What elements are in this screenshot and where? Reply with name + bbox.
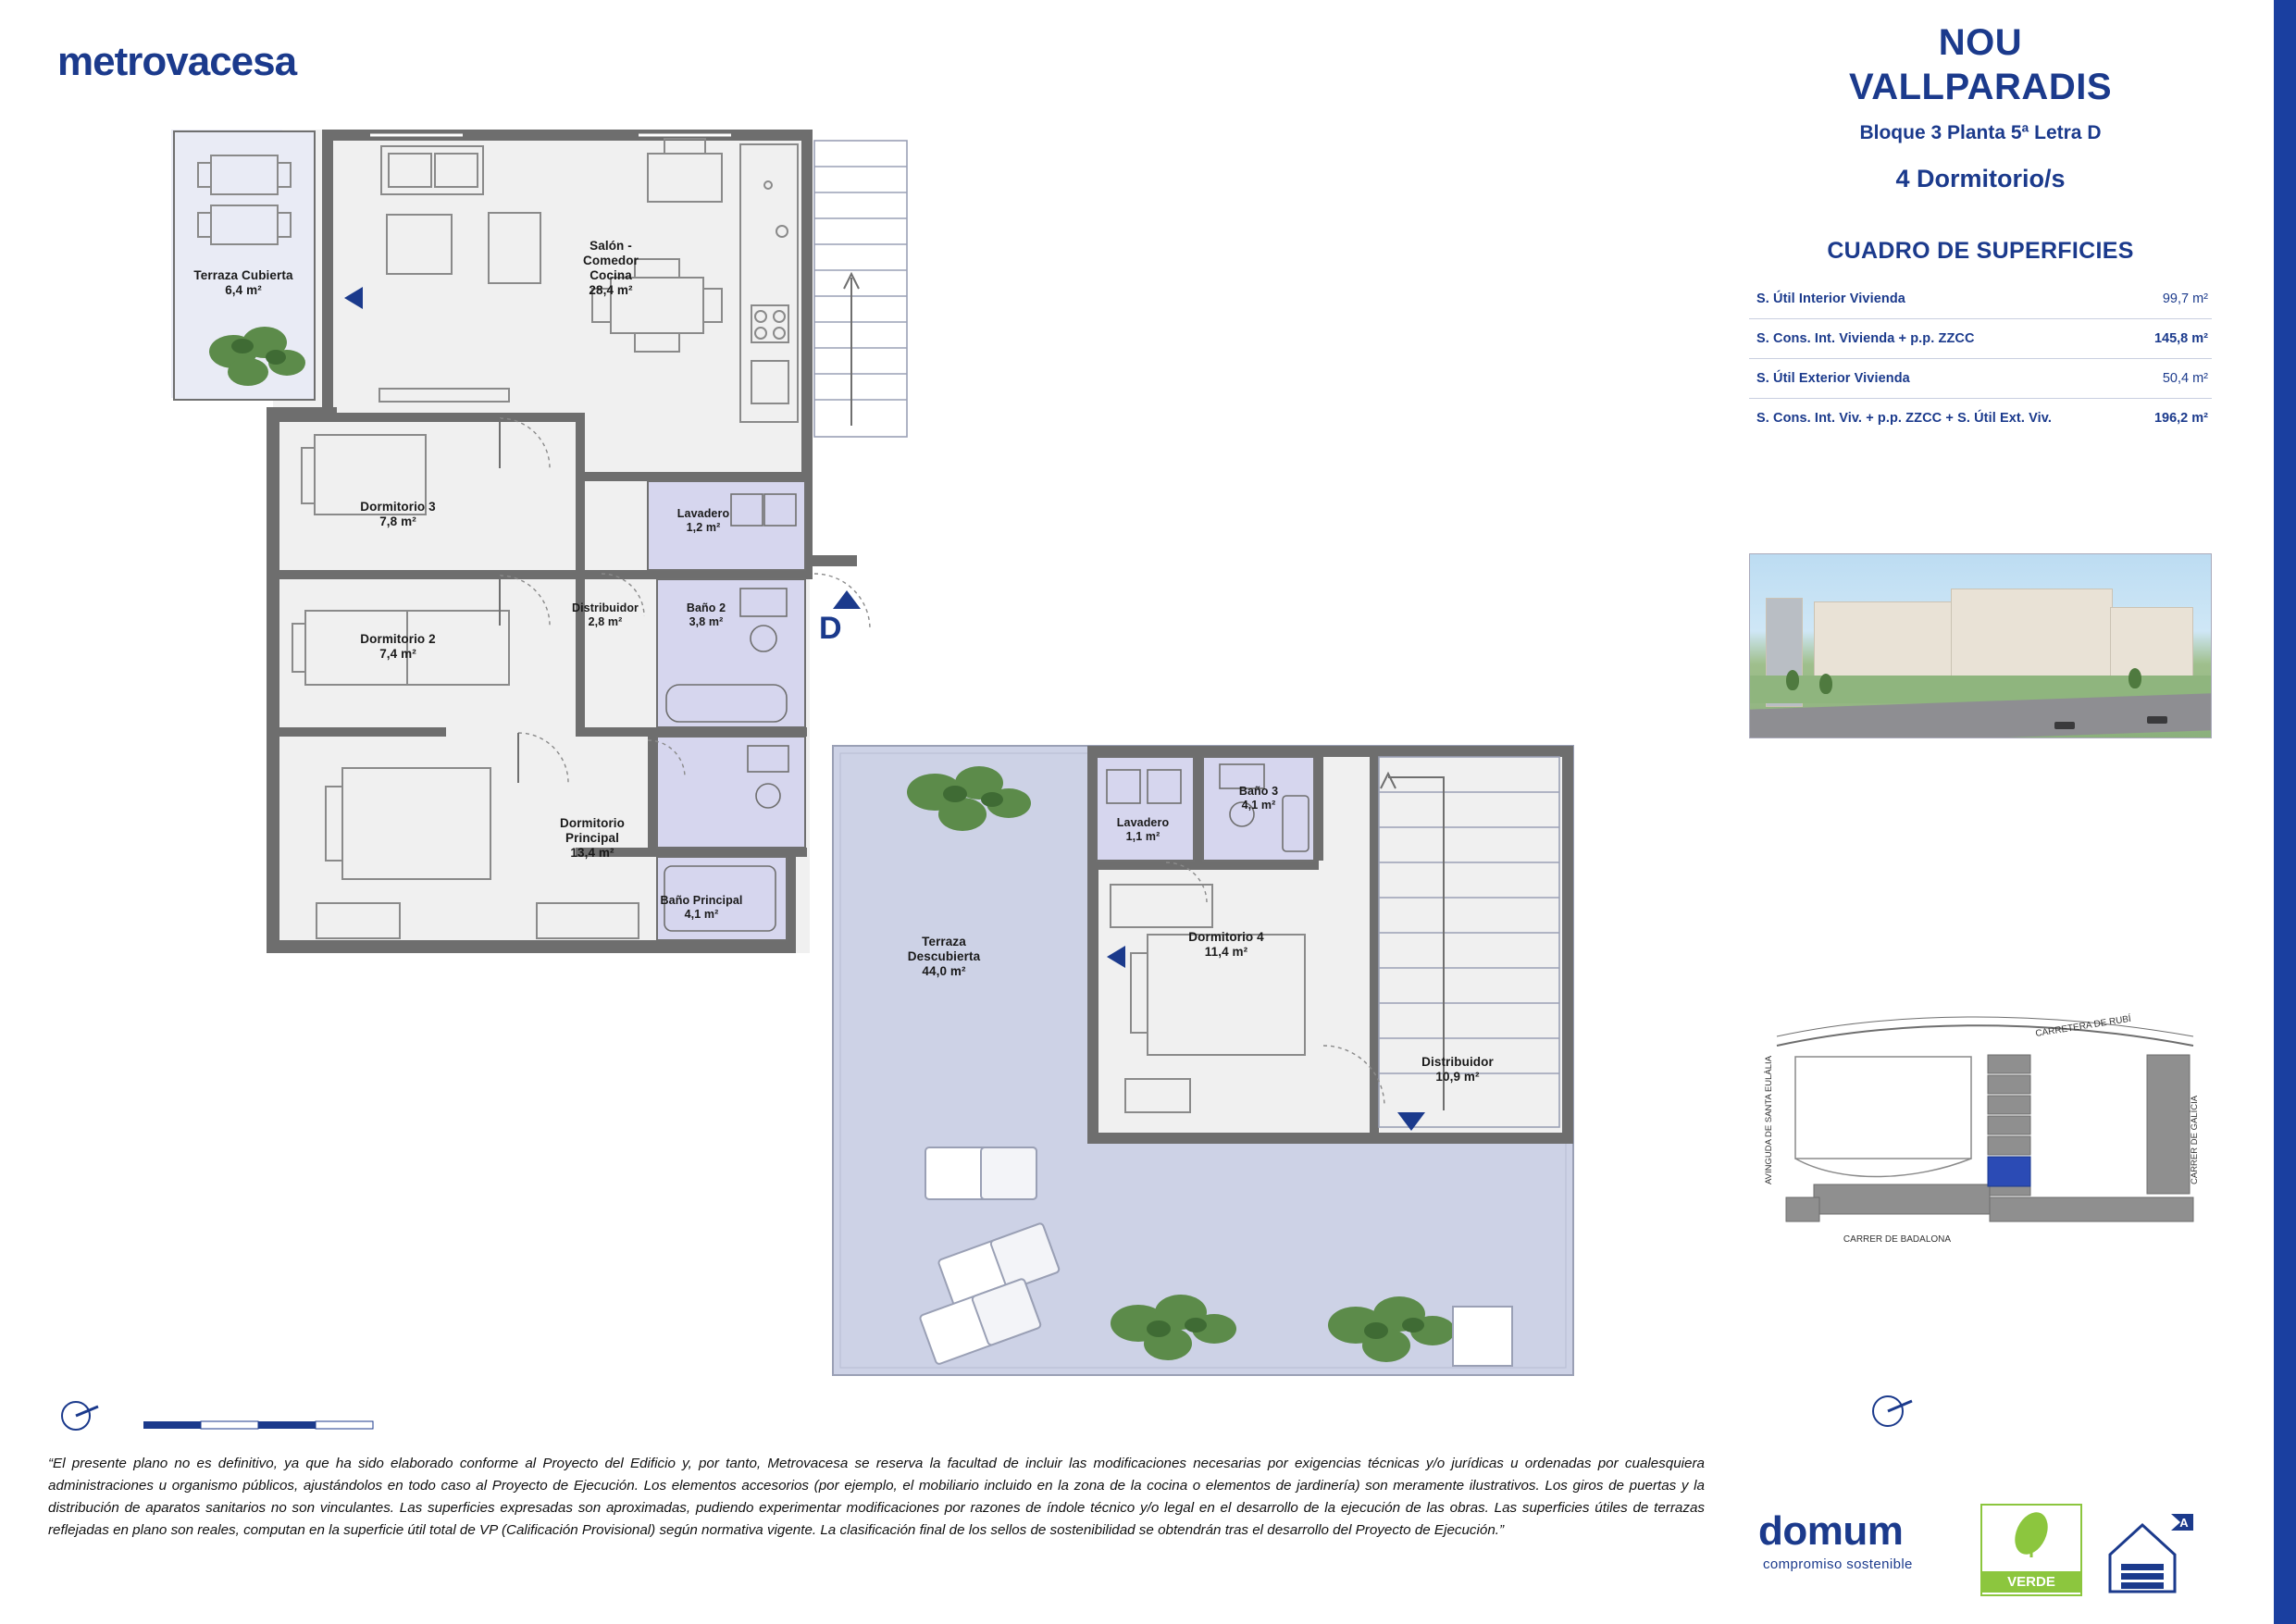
north-arrow-left — [56, 1397, 111, 1439]
surfaces-table — [1749, 285, 2212, 431]
right-accent-bar — [2274, 0, 2296, 1624]
surface-label: S. Cons. Int. Vivienda + p.p. ZZCC — [1756, 330, 1975, 346]
surface-label: S. Cons. Int. Viv. + p.p. ZZCC + S. Útil Ext. Viv. — [1756, 410, 2052, 426]
domum-logo: domum — [1758, 1508, 1904, 1554]
room-label-lavadero-2: Lavadero 1,1 m² — [1116, 816, 1170, 843]
svg-text:A: A — [2179, 1516, 2189, 1530]
map-street-left: AVINGUDA DE SANTA EULÀLIA — [1764, 1055, 1774, 1184]
info-panel — [1749, 20, 2212, 431]
surface-value: 50,4 m² — [2162, 370, 2208, 386]
table-row — [1749, 285, 2212, 312]
project-title: NOU VALLPARADIS — [1848, 22, 2112, 107]
room-label-dormitorio-principal: Dormitorio Principal 13,4 m² — [560, 816, 625, 860]
render-frame — [1749, 553, 2212, 738]
surface-value: 99,7 m² — [2162, 291, 2208, 306]
unit-letter: D — [819, 611, 842, 646]
room-label-distribuidor-2: Distribuidor 10,9 m² — [1421, 1055, 1494, 1084]
room-label-dormitorio-3: Dormitorio 3 7,8 m² — [360, 500, 436, 528]
map-street-bottom: CARRER DE BADALONA — [1843, 1234, 1952, 1245]
room-label-bano-3: Baño 3 4,1 m² — [1238, 785, 1279, 812]
legal-disclaimer: “El presente plano no es definitivo, ya que ha sido elaborado conforme al Proyecto del Edificio y, por tanto, Metrovacesa se reserva la facultad de incluir las modificaciones necesarias por exigencias técnicas y/o jurídicas u ordenadas por cualesquiera administraciones u organismo públicos, ajustándolos en todo caso al Proyecto de Ejecución. Los elementos accesorios (por ejemplo, el mobiliario incluido en la zona de la cocina o elementos de jardinería) son meramente ilustrativos. Los giros de puertas y la distribución de aparatos sanitarios no son vinculantes. Las superficies expresadas son aproximadas, pudiendo experimentar modificaciones por razones de índole técnico y/o legal en el desarrollo de la ejecución de las obras. Las superficies útiles de terrazas reflejadas en plano son reales, computan en la superficie útil total de VP (Calificación Provisional) según normativa vigente. La clasificación final de los sellos de sostenibilidad se obtendrán tras el desarrollo del Proyecto de Ejecución.” — [48, 1456, 1705, 1538]
divider — [1749, 358, 2212, 359]
surface-value: 196,2 m² — [2153, 410, 2208, 426]
north-arrow-right — [1860, 1388, 1925, 1439]
table-row — [1749, 325, 2212, 352]
brand-logo: metrovacesa — [57, 39, 297, 84]
map-street-right: CARRER DE GALÍCIA — [2190, 1095, 2200, 1184]
divider — [1749, 398, 2212, 399]
surfaces-title: CUADRO DE SUPERFICIES — [1827, 238, 2134, 264]
surface-label: S. Útil Exterior Vivienda — [1756, 370, 1910, 386]
room-label-bano-principal: Baño Principal 4,1 m² — [660, 894, 743, 921]
surface-label: S. Útil Interior Vivienda — [1756, 291, 1905, 306]
room-label-terraza-descubierta: Terraza Descubierta 44,0 m² — [907, 935, 981, 978]
scale-bar — [143, 1414, 375, 1441]
room-label-lavadero-1: Lavadero 1,2 m² — [676, 507, 730, 534]
unit-subtitle: Bloque 3 Planta 5ª Letra D — [1859, 122, 2102, 143]
site-location-map — [1758, 1009, 2203, 1249]
domum-tagline: compromiso sostenible — [1763, 1556, 1913, 1572]
room-label-bano-2: Baño 2 3,8 m² — [686, 601, 726, 628]
room-label-dormitorio-2: Dormitorio 2 7,4 m² — [360, 632, 436, 661]
divider — [1749, 318, 2212, 319]
table-row — [1749, 365, 2212, 391]
map-street-top: CARRETERA DE RUBÍ — [2034, 1013, 2132, 1039]
room-label-terraza-cubierta: Terraza Cubierta 6,4 m² — [193, 268, 293, 297]
verde-label: VERDE — [1980, 1571, 2082, 1593]
energy-rating-badge — [2101, 1499, 2203, 1601]
room-label-distribuidor-1: Distribuidor 2,8 m² — [571, 601, 639, 628]
room-label-salon-comedor-cocina: Salón - Comedor Cocina 28,4 m² — [583, 239, 639, 297]
table-row — [1749, 404, 2212, 431]
surface-value: 145,8 m² — [2153, 330, 2208, 346]
room-label-dormitorio-4: Dormitorio 4 11,4 m² — [1188, 930, 1264, 959]
rooms-count: 4 Dormitorio/s — [1895, 165, 2066, 192]
